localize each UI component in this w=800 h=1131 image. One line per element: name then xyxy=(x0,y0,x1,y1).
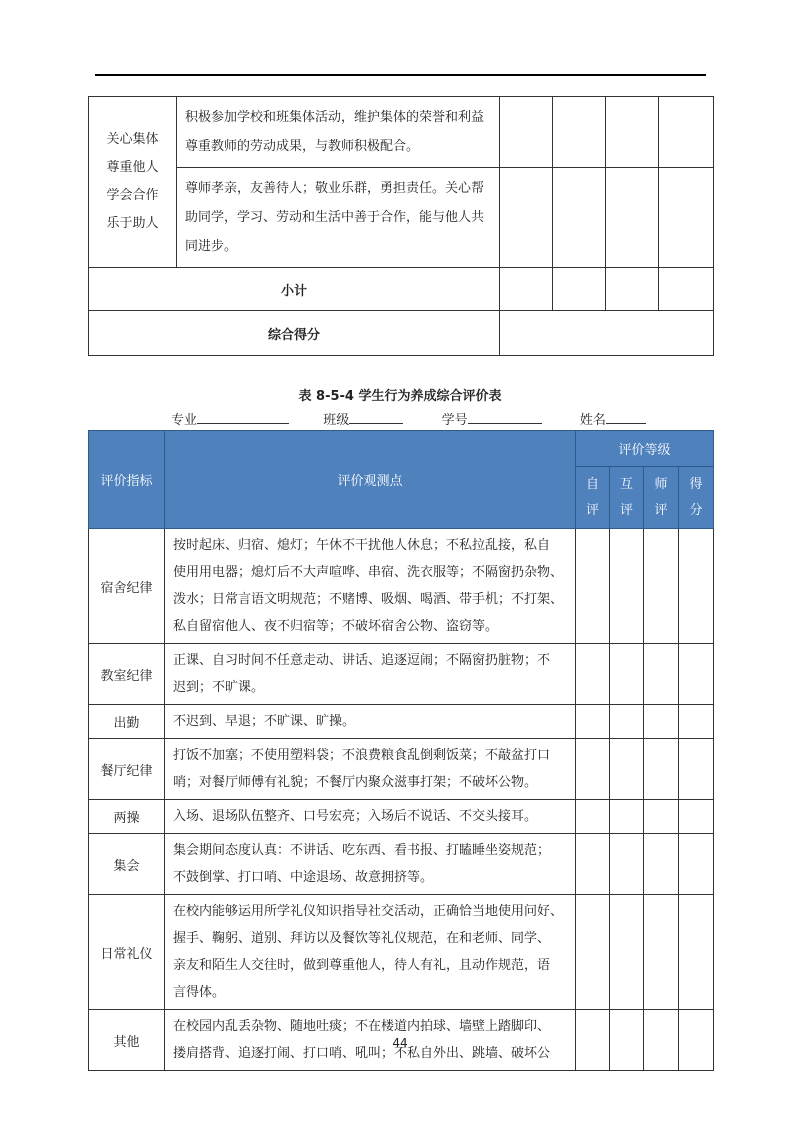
score-cell[interactable] xyxy=(576,834,610,895)
criteria-line: 打饭不加塞；不使用塑料袋；不浪费粮食乱倒剩饭菜；不敲盆打口 xyxy=(173,748,551,763)
criteria-cell xyxy=(165,644,576,705)
page-number: 44 xyxy=(392,1036,408,1050)
score-cell[interactable] xyxy=(644,529,679,644)
table-row xyxy=(89,739,714,800)
criteria-line: 哨；对餐厅师傅有礼貌；不餐厅内聚众滋事打架；不破坏公物。 xyxy=(173,775,538,790)
score-cell[interactable] xyxy=(576,895,610,1010)
criteria-line: 不鼓倒掌、打口哨、中途退场、故意拥挤等。 xyxy=(173,870,434,885)
score-cell[interactable] xyxy=(606,97,659,168)
total-score-cell[interactable] xyxy=(500,311,714,356)
criteria-cell xyxy=(177,168,500,268)
score-cell[interactable] xyxy=(553,268,606,311)
criteria-line: 私自留宿他人、夜不归宿等；不破坏宿舍公物、盗窃等。 xyxy=(173,619,499,634)
score-cell[interactable] xyxy=(576,739,610,800)
class-blank[interactable] xyxy=(349,411,403,424)
category-cell: 餐厅纪律 xyxy=(89,739,165,800)
criteria-cell xyxy=(165,800,576,834)
teacher-eval-header: 师 评 xyxy=(644,467,679,529)
criteria-line: 按时起床、归宿、熄灯；午休不干扰他人休息；不私拉乱接，私自 xyxy=(173,538,551,553)
total-row xyxy=(89,311,714,356)
category-cell: 两操 xyxy=(89,800,165,834)
student-id-label: 学号 xyxy=(441,413,468,428)
category-cell xyxy=(89,97,177,268)
header-row xyxy=(89,431,714,467)
student-id-blank[interactable] xyxy=(468,411,542,424)
class-label: 班级 xyxy=(323,413,350,428)
category-cell: 出勤 xyxy=(89,705,165,739)
criteria-line: 尊重教师的劳动成果，与教师积极配合。 xyxy=(185,139,420,154)
score-cell[interactable] xyxy=(610,739,644,800)
table-row xyxy=(89,644,714,705)
score-cell[interactable] xyxy=(644,834,679,895)
score-cell[interactable] xyxy=(659,97,714,168)
major-blank[interactable] xyxy=(197,411,289,424)
criteria-line: 泼水；日常言语文明规范；不赌博、吸烟、喝酒、带手机；不打架、 xyxy=(173,592,564,607)
criteria-line: 在校内能够运用所学礼仪知识指导社交活动，正确恰当地使用问好、 xyxy=(173,904,564,919)
score-cell[interactable] xyxy=(606,268,659,311)
criteria-line: 同进步。 xyxy=(185,239,238,254)
criteria-line: 入场、退场队伍整齐、口号宏亮；入场后不说话、不交头接耳。 xyxy=(173,809,538,824)
name-blank[interactable] xyxy=(606,411,646,424)
score-cell[interactable] xyxy=(644,644,679,705)
table-row xyxy=(89,800,714,834)
score-cell[interactable] xyxy=(500,97,553,168)
score-cell[interactable] xyxy=(576,644,610,705)
table-row xyxy=(89,705,714,739)
total-label: 综合得分 xyxy=(89,311,500,356)
indicator-header: 评价指标 xyxy=(89,431,165,529)
criteria-line: 积极参加学校和班集体活动，维护集体的荣誉和利益 xyxy=(185,110,485,125)
criteria-line: 在校园内乱丢杂物、随地吐痰；不在楼道内拍球、墙壁上踏脚印、 xyxy=(173,1019,551,1034)
score-cell[interactable] xyxy=(610,834,644,895)
criteria-line: 正课、自习时间不任意走动、讲话、追逐逗闹；不隔窗扔脏物；不 xyxy=(173,653,551,668)
table-caption: 表 8-5-4 学生行为养成综合评价表 xyxy=(298,389,502,404)
criteria-cell xyxy=(165,834,576,895)
criteria-line: 使用用电器；熄灯后不大声喧哗、串宿、洗衣服等；不隔窗扔杂物、 xyxy=(173,565,564,580)
self-eval-header: 自 评 xyxy=(576,467,610,529)
category-cell: 日常礼仪 xyxy=(89,895,165,1010)
score-cell[interactable] xyxy=(679,739,714,800)
category-cell: 宿舍纪律 xyxy=(89,529,165,644)
criteria-line: 搂肩搭背、追逐打闹、打口哨、吼叫；不私自外出、跳墙、破坏公 xyxy=(173,1046,551,1061)
table-row xyxy=(89,834,714,895)
criteria-line: 亲友和陌生人交往时，做到尊重他人，待人有礼，且动作规范，语 xyxy=(173,958,551,973)
score-cell[interactable] xyxy=(553,168,606,268)
subtotal-row xyxy=(89,268,714,311)
score-cell[interactable] xyxy=(610,705,644,739)
peer-eval-header: 互 评 xyxy=(610,467,644,529)
criteria-cell xyxy=(177,97,500,168)
score-cell[interactable] xyxy=(576,705,610,739)
score-cell[interactable] xyxy=(576,529,610,644)
score-cell[interactable] xyxy=(606,168,659,268)
category-cell: 其他 xyxy=(89,1010,165,1071)
criteria-cell xyxy=(165,895,576,1010)
score-cell[interactable] xyxy=(659,168,714,268)
criteria-cell xyxy=(165,705,576,739)
score-cell[interactable] xyxy=(500,268,553,311)
major-label: 专业 xyxy=(171,413,198,428)
score-cell[interactable] xyxy=(576,800,610,834)
points-header: 评价观测点 xyxy=(165,431,576,529)
score-cell[interactable] xyxy=(644,739,679,800)
score-cell[interactable] xyxy=(679,895,714,1010)
score-cell[interactable] xyxy=(553,97,606,168)
grade-header: 评价等级 xyxy=(576,431,714,467)
name-label: 姓名 xyxy=(579,413,606,428)
criteria-cell xyxy=(165,529,576,644)
score-cell[interactable] xyxy=(644,800,679,834)
score-cell[interactable] xyxy=(679,834,714,895)
score-cell[interactable] xyxy=(644,895,679,1010)
score-cell[interactable] xyxy=(679,529,714,644)
score-cell[interactable] xyxy=(610,895,644,1010)
criteria-line: 集会期间态度认真：不讲话、吃东西、看书报、打瞌睡坐姿规范； xyxy=(173,843,551,858)
score-cell[interactable] xyxy=(659,268,714,311)
table-row xyxy=(89,529,714,644)
score-cell[interactable] xyxy=(679,644,714,705)
category-cell: 教室纪律 xyxy=(89,644,165,705)
table-row xyxy=(89,97,714,168)
category-line: 尊重他人 xyxy=(106,160,159,175)
behavior-evaluation-table xyxy=(88,430,714,1071)
criteria-line: 尊师孝亲，友善待人；敬业乐群，勇担责任。关心帮 xyxy=(185,181,485,196)
criteria-line: 不迟到、早退；不旷课、旷操。 xyxy=(173,714,356,729)
score-cell[interactable] xyxy=(610,800,644,834)
category-line: 关心集体 xyxy=(106,132,159,147)
category-line: 乐于助人 xyxy=(106,216,159,231)
criteria-line: 言得体。 xyxy=(173,985,226,1000)
score-cell[interactable] xyxy=(500,168,553,268)
score-cell[interactable] xyxy=(610,529,644,644)
score-cell[interactable] xyxy=(644,705,679,739)
criteria-cell xyxy=(165,739,576,800)
behavior-table-continued xyxy=(88,96,714,356)
criteria-line: 助同学，学习、劳动和生活中善于合作，能与他人共 xyxy=(185,210,485,225)
subtotal-label: 小计 xyxy=(89,268,500,311)
header-rule xyxy=(95,74,706,76)
score-cell[interactable] xyxy=(679,705,714,739)
score-cell[interactable] xyxy=(610,644,644,705)
student-info-fields xyxy=(171,409,646,428)
score-header: 得 分 xyxy=(679,467,714,529)
score-cell[interactable] xyxy=(679,800,714,834)
table-row xyxy=(89,168,714,268)
category-line: 学会合作 xyxy=(106,188,159,203)
table-row xyxy=(89,895,714,1010)
criteria-line: 迟到；不旷课。 xyxy=(173,680,265,695)
criteria-line: 握手、鞠躬、道别、拜访以及餐饮等礼仪规范，在和老师、同学、 xyxy=(173,931,551,946)
category-cell: 集会 xyxy=(89,834,165,895)
